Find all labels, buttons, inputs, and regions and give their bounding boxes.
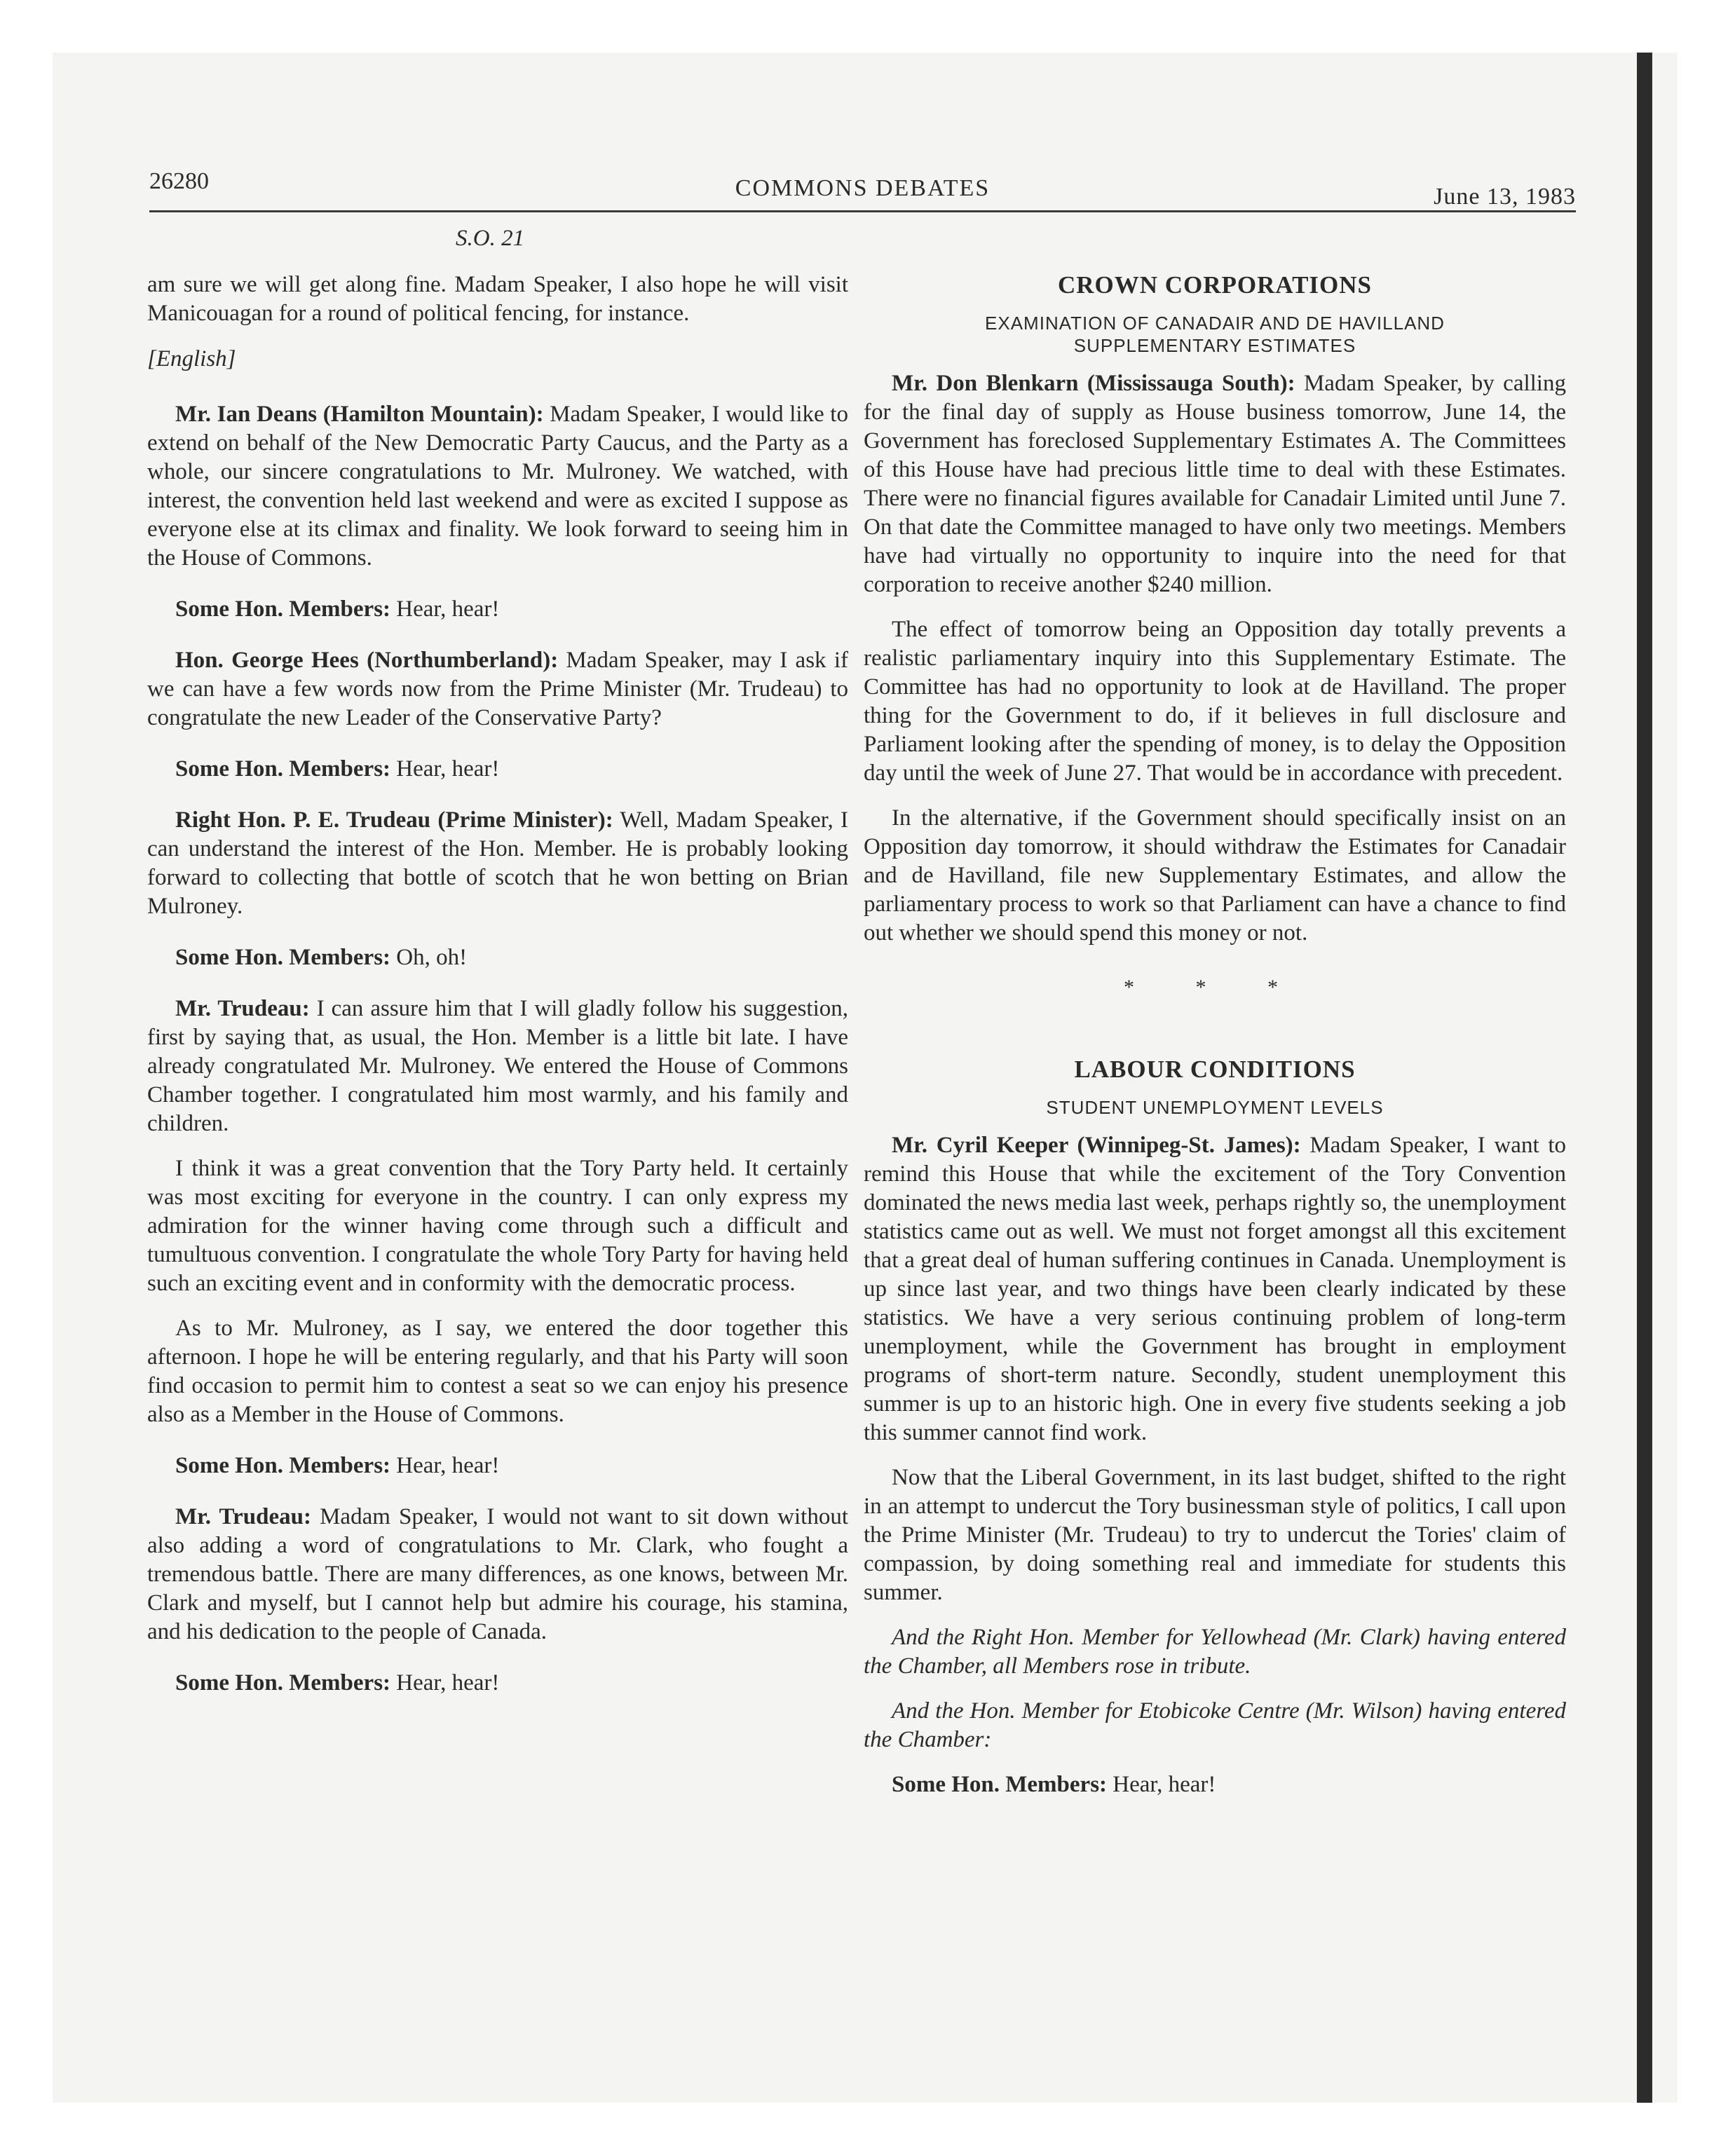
paragraph: In the alternative, if the Government should specifically insist on an Opposition day tomorrow, it should withdraw the Estimates for Canadair and de Havilland, file new Supplementary Estimates, and allow the parliamentary process to work so that Parliament can have a chance to find out whether we should spend this money or not. [864, 805, 1566, 946]
speaker-name: Some Hon. Members: [175, 1670, 391, 1696]
speaker-name: Mr. Trudeau: [175, 1504, 311, 1529]
section-heading: LABOUR CONDITIONS [1074, 1056, 1356, 1083]
paragraph: Now that the Liberal Government, in its last budget, shifted to the right in an attempt to undercut the Tory businessman style of politics, I call upon the Prime Minister (Mr. Trudeau) to try to undercut the Tories' claim of compassion, by doing something real and immediate for students this summer. [864, 1465, 1566, 1605]
speech-text: Madam Speaker, I want to remind this House that while the excitement of the Tory Convention dominated the news media last week, perhaps rightly so, the unemployment statistics came out as well. We must not forget amongst all this excitement that a great deal of human suffering continues in Canada. Unemployment is up since last year, and two things have been clearly indicated by these statistics. We have a very serious continuing problem of long-term unemployment, while the Government has brought in employment programs of short-term nature. Secondly, student unemployment this summer is up to an historic high. One in every five students seeking a job this summer cannot find work. [864, 1133, 1566, 1445]
interjection [147, 943, 848, 972]
section-subheading: STUDENT UNEMPLOYMENT LEVELS [1046, 1097, 1384, 1118]
speech [147, 646, 848, 732]
speech [147, 1503, 848, 1646]
subheading-line: EXAMINATION OF CANADAIR AND DE HAVILLAND [985, 313, 1445, 334]
speech-text: Hear, hear! [390, 596, 500, 622]
page-number: 26280 [149, 168, 209, 194]
speaker-name: Mr. Ian Deans (Hamilton Mountain): [175, 402, 544, 427]
speech-text: Hear, hear! [390, 756, 500, 782]
left-column [147, 271, 848, 1720]
stage-direction: And the Right Hon. Member for Yellowhead (Mr. Clark) having entered the Chamber, all Members rose in tribute. [864, 1625, 1566, 1679]
speaker-name: Mr. Cyril Keeper (Winnipeg-St. James): [892, 1133, 1301, 1158]
speech-text: Hear, hear! [390, 1670, 500, 1696]
speech [147, 400, 848, 573]
paragraph: The effect of tomorrow being an Opposition day totally prevents a realistic parliamentary inquiry into this Supplementary Estimate. The Committee has had no opportunity to look at de Havilland. The proper thing for the Government to do, if it believes in full disclosure and Parliament looking after the spending of money, is to delay the Opposition day until the week of June 27. That would be in accordance with precedent. [864, 617, 1566, 786]
speaker-name: Some Hon. Members: [175, 945, 391, 970]
speaker-name: Some Hon. Members: [175, 596, 391, 622]
language-marker: [English] [147, 346, 236, 371]
interjection [147, 595, 848, 624]
right-column [864, 271, 1566, 1815]
speech-text: Madam Speaker, I would not want to sit down without also adding a word of congratulations to Mr. Clark, who fought a tremendous battle. There are many differences, as one knows, between Mr. Clark and myself, but I cannot help but admire his courage, his stamina, and his dedication to the people of Canada. [147, 1504, 848, 1644]
speech [147, 995, 848, 1138]
speech-text: Hear, hear! [390, 1453, 500, 1478]
publication-title: COMMONS DEBATES [735, 175, 991, 201]
interjection [147, 1669, 848, 1698]
paragraph: As to Mr. Mulroney, as I say, we entered the door together this afternoon. I hope he will be entering regularly, and that his Party will soon find occasion to permit him to contest a seat so we can enjoy his presence also as a Member in the House of Commons. [147, 1316, 848, 1427]
interjection [147, 755, 848, 784]
speaker-name: Mr. Trudeau: [175, 996, 310, 1021]
speech-text: Well, Madam Speaker, I can understand the interest of the Hon. Member. He is probably looking forward to collecting that bottle of scotch that he won betting on Brian Mulroney. [147, 807, 848, 919]
paragraph: am sure we will get along fine. Madam Speaker, I also hope he will visit Manicouagan for a round of political fencing, for instance. [147, 272, 848, 326]
speech [864, 369, 1566, 599]
speech-text: Oh, oh! [390, 945, 468, 970]
page-header [149, 168, 1576, 212]
standing-order-marker: S.O. 21 [456, 226, 525, 251]
speaker-name: Right Hon. P. E. Trudeau (Prime Minister): [175, 807, 613, 833]
stage-direction: And the Hon. Member for Etobicoke Centre (Mr. Wilson) having entered the Chamber: [864, 1698, 1566, 1752]
speech [147, 806, 848, 921]
section-separator: * * * [1124, 976, 1306, 999]
speaker-name: Hon. George Hees (Northumberland): [175, 648, 559, 673]
speech-text: I can assure him that I will gladly follow his suggestion, first by saying that, as usual, the Hon. Member is a little bit late. I have already congratulated Mr. Mulroney. We entered the House of Commons Chamber together. I congratulated him most warmly, and his family and children. [147, 996, 849, 1136]
section-heading: CROWN CORPORATIONS [1057, 271, 1373, 299]
speaker-name: Some Hon. Members: [175, 1453, 391, 1478]
speech-text: Madam Speaker, may I ask if we can have a few words now from the Prime Minister (Mr. Trudeau) to congratulate the new Leader of the Conservative Party? [147, 648, 848, 730]
interjection [147, 1452, 848, 1480]
publication-date: June 13, 1983 [1434, 184, 1576, 210]
paragraph: I think it was a great convention that the Tory Party held. It certainly was most exciting for everyone in the country. I can only express my admiration for the winner having come through such a difficult and tumultuous convention. I congratulate the whole Tory Party for having held such an exciting event and in conformity with the democratic process. [147, 1156, 848, 1296]
speaker-name: Some Hon. Members: [892, 1772, 1108, 1797]
speech-text: Hear, hear! [1107, 1772, 1216, 1797]
speech-text: Madam Speaker, I would like to extend on behalf of the New Democratic Party Caucus, and the Party as a whole, our sincere congratulations to Mr. Mulroney. We watched, with interest, the convention held last weekend and were as excited I suppose as everyone else at its climax and finality. We look forward to seeing him in the House of Commons. [147, 402, 848, 571]
interjection [864, 1770, 1566, 1799]
speech [864, 1131, 1566, 1447]
section-subheading [864, 312, 1566, 357]
subheading-line: SUPPLEMENTARY ESTIMATES [1073, 335, 1356, 356]
speech-text: Madam Speaker, by calling for the final day of supply as House business tomorrow, June 14, the Government has foreclosed Supplementary Estimates A. The Committees of this House have had precious little time to deal with these Estimates. There were no financial figures available for Canadair Limited until June 7. On that date the Committee managed to have only two meetings. Members have had virtually no opportunity to inquire into the need for that corporation to receive another $240 million. [864, 371, 1566, 597]
page-edge-shadow [1637, 53, 1652, 2103]
speaker-name: Mr. Don Blenkarn (Mississauga South): [892, 371, 1295, 396]
speaker-name: Some Hon. Members: [175, 756, 391, 782]
